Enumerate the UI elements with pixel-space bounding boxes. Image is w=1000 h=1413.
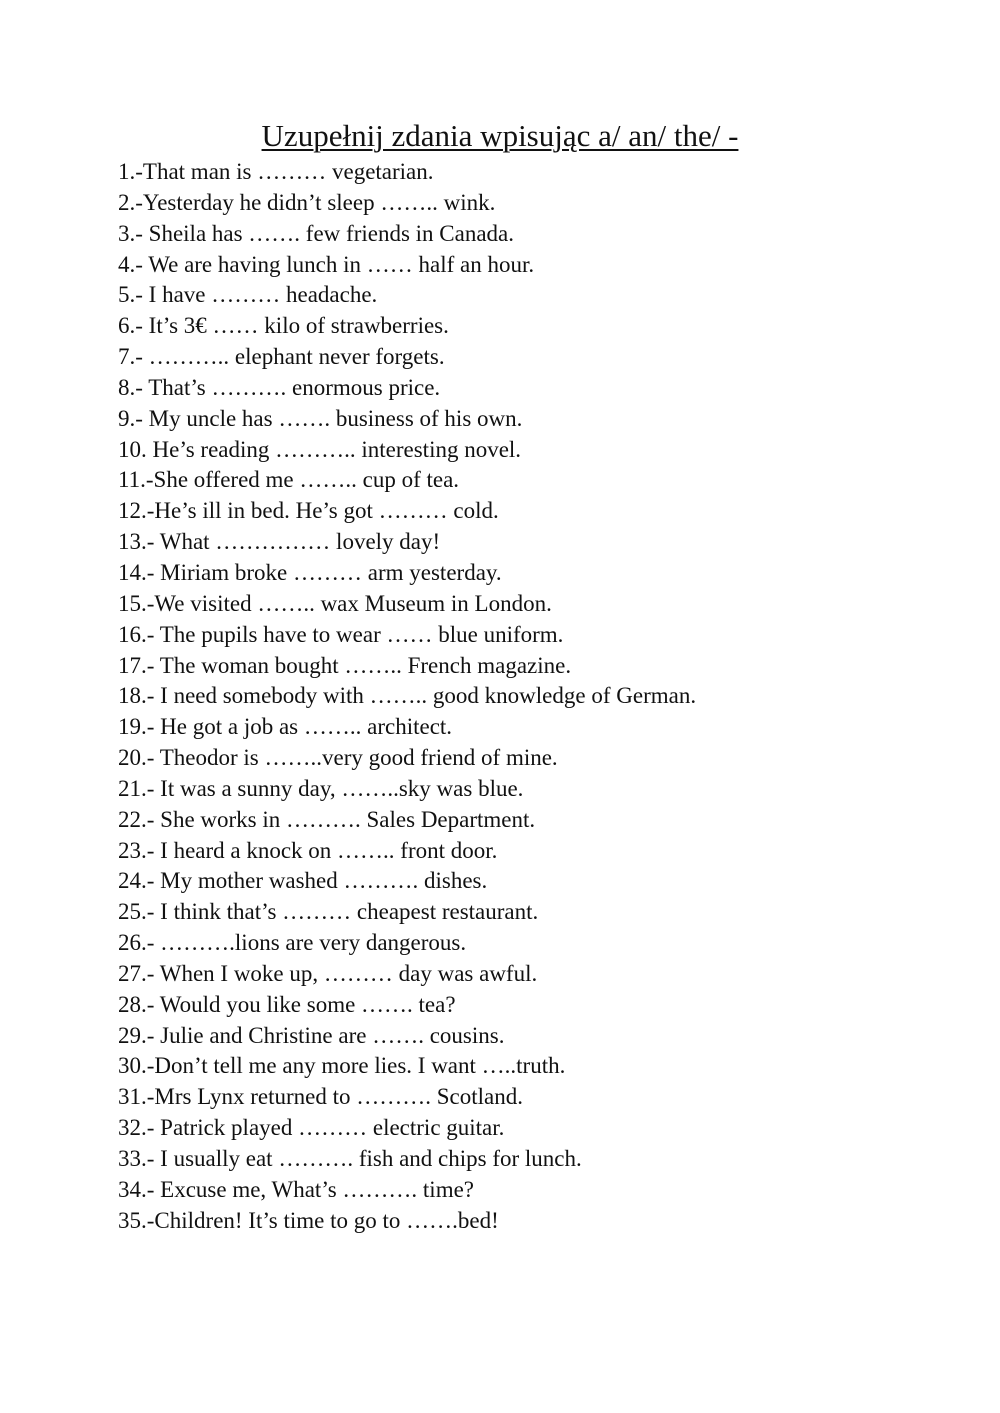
sentence-item: 11.-She offered me …….. cup of tea. <box>118 467 460 493</box>
sentence-item: 25.- I think that’s ……… cheapest restaurant. <box>118 899 539 925</box>
sentence-item: 35.-Children! It’s time to go to …….bed! <box>118 1207 499 1233</box>
sentence-item: 14.- Miriam broke ……… arm yesterday. <box>118 559 502 585</box>
sentence-item: 8.- That’s ………. enormous price. <box>118 374 441 400</box>
sentence-item: 6.- It’s 3€ …… kilo of strawberries. <box>118 313 449 339</box>
sentence-item: 32.- Patrick played ……… electric guitar. <box>118 1115 505 1141</box>
sentence-item: 3.- Sheila has ……. few friends in Canada. <box>118 220 515 246</box>
sentence-item: 10. He’s reading ……….. interesting novel. <box>118 436 522 462</box>
sentence-item: 31.-Mrs Lynx returned to ………. Scotland. <box>118 1084 524 1110</box>
sentence-item: 19.- He got a job as …….. architect. <box>118 714 453 740</box>
sentence-item: 23.- I heard a knock on …….. front door. <box>118 837 498 863</box>
sentence-item: 18.- I need somebody with …….. good knowledge of German. <box>118 683 697 709</box>
sentence-item: 28.- Would you like some ……. tea? <box>118 991 456 1017</box>
sentence-item: 22.- She works in ………. Sales Department. <box>118 806 536 832</box>
sentence-item: 30.-Don’t tell me any more lies. I want …..truth. <box>118 1053 566 1079</box>
sentence-item: 4.- We are having lunch in …… half an hour. <box>118 251 535 277</box>
sentence-list <box>118 157 696 1237</box>
sentence-item: 16.- The pupils have to wear …… blue uniform. <box>118 621 564 647</box>
sentence-item: 33.- I usually eat ………. fish and chips for lunch. <box>118 1146 582 1171</box>
sentence-item: 21.- It was a sunny day, ……..sky was blue. <box>118 775 524 801</box>
sentence-item: 12.-He’s ill in bed. He’s got ……… cold. <box>118 498 499 524</box>
sentence-item: 7.- ……….. elephant never forgets. <box>118 344 445 370</box>
sentence-item: 24.- My mother washed ………. dishes. <box>118 868 488 894</box>
sentence-item: 5.- I have ……… headache. <box>118 282 378 308</box>
sentence-item: 17.- The woman bought …….. French magazine. <box>118 652 572 678</box>
sentence-item: 20.- Theodor is ……..very good friend of mine. <box>118 745 558 771</box>
sentence-item: 27.- When I woke up, ……… day was awful. <box>118 960 538 986</box>
sentence-item: 29.- Julie and Christine are ……. cousins. <box>118 1022 505 1048</box>
sentence-item: 15.-We visited …….. wax Museum in London. <box>118 590 552 616</box>
sentence-item: 2.-Yesterday he didn’t sleep …….. wink. <box>118 189 496 215</box>
worksheet-title-text: Uzupełnij zdania wpisując a/ an/ the/ - <box>261 118 739 153</box>
sentence-item: 1.-That man is ……… vegetarian. <box>118 159 434 184</box>
worksheet-title <box>0 116 1000 156</box>
sentence-item: 13.- What …………… lovely day! <box>118 529 441 555</box>
sentence-item: 9.- My uncle has ……. business of his own. <box>118 405 523 431</box>
sentence-item: 34.- Excuse me, What’s ………. time? <box>118 1176 474 1202</box>
sentence-item: 26.- ……….lions are very dangerous. <box>118 930 467 956</box>
